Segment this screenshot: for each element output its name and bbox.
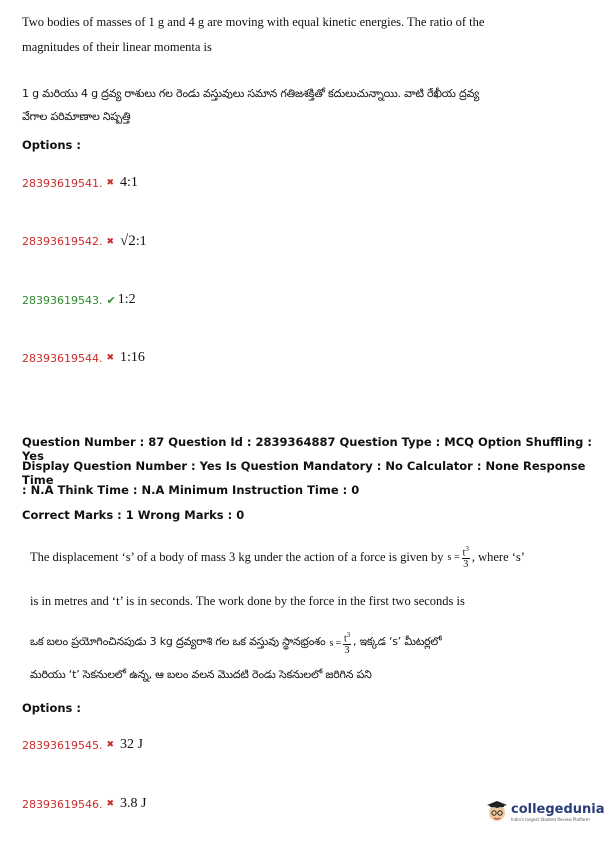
cross-icon: ✖ [106,353,115,363]
logo-tagline: India's largest Student Review Platform [511,817,590,822]
question-telugu-line2: మరియు ‘t’ సెకనులలో ఉన్న, ఆ బలం వలన మొదటి రెండు సెకనులలో జరిగిన పని [30,668,372,681]
question-meta-line1: Question Number : 87 Question Id : 2839364887 Question Type : MCQ Option Shuffling : Yes [22,435,592,463]
fraction-numerator [343,630,351,645]
option-id: 28393619542. [22,235,103,248]
formula-lhs: s = [447,551,460,563]
cross-icon: ✖ [106,236,115,247]
logo-text [511,802,605,822]
option-row [22,175,138,191]
option-value: 1:16 [120,350,145,365]
question-text-part: The displacement ‘s’ of a body of mass 3 kg under the action of a force is given by [30,549,444,564]
sqrt-symbol: √2 [120,233,136,249]
fraction-denominator: 3 [344,645,350,657]
question-text-line2: magnitudes of their linear momenta is [22,40,212,54]
logo-name: collegedunia [511,802,605,817]
option-value: :1 [135,233,147,249]
question-text-line2: is in metres and ‘t’ is in seconds. The work done by the force in the first two seconds is [30,594,465,608]
telugu-text-part: , ఇక్కడ ‘s’ మీటర్లలో [352,635,442,649]
option-id: 28393619546. [22,797,103,811]
question-telugu-line2: వేగాల పరిమాణాల నిష్పత్తి [22,110,131,123]
telugu-text-part: ఒక బలం ప్రయోగించినపుడు 3 kg ద్రవ్యరాశి గల ఒక వస్తువు స్థానభ్రంశం [30,635,326,649]
option-value: 32 J [120,737,143,752]
option-id: 28393619541. [22,176,103,190]
question-text-line1: Two bodies of masses of 1 g and 4 g are moving with equal kinetic energies. The ratio of the [22,15,485,29]
question-text-line1 [30,544,525,570]
option-row [22,350,145,366]
formula-var: t [343,633,347,645]
fraction-denominator: 3 [463,559,469,571]
question-text-part: , where ‘s’ [471,549,525,564]
formula-exponent: 3 [465,545,469,553]
option-id: 28393619543. [22,293,103,307]
option-row [22,737,143,753]
option-row-correct [22,292,136,308]
option-row [22,796,146,812]
formula-lhs: s = [329,637,341,649]
student-mascot-icon [486,800,508,824]
options-label: Options : [22,138,81,152]
option-value: 3.8 J [120,796,147,811]
option-value: 1:2 [117,292,136,307]
options-label: Options : [22,701,81,715]
fraction-numerator [462,544,470,559]
question-marks: Correct Marks : 1 Wrong Marks : 0 [22,508,245,522]
collegedunia-logo[interactable] [486,800,605,824]
fraction [462,544,470,570]
question-telugu-line1 [30,630,442,656]
check-icon: ✔ [106,293,116,307]
question-telugu-line1: 1 g మరియు 4 g ద్రవ్య రాశులు గల రెండు వస్తువులు సమాన గతిజశక్తితో కదులుచున్నాయి. వాటి రేఖీయ ద్రవ్య [22,87,480,100]
cross-icon: ✖ [106,178,115,188]
cross-icon: ✖ [106,740,115,750]
option-row [22,233,147,250]
option-id: 28393619544. [22,351,103,365]
option-id: 28393619545. [22,738,103,752]
formula-var: t [462,547,466,559]
formula-exponent: 3 [346,631,350,639]
cross-icon: ✖ [106,799,115,809]
fraction [343,630,351,656]
question-meta-line3: : N.A Think Time : N.A Minimum Instruction Time : 0 [22,483,360,497]
question-meta-line2: Display Question Number : Yes Is Question Mandatory : No Calculator : None Response Time [22,459,586,487]
option-value: 4:1 [120,175,138,190]
